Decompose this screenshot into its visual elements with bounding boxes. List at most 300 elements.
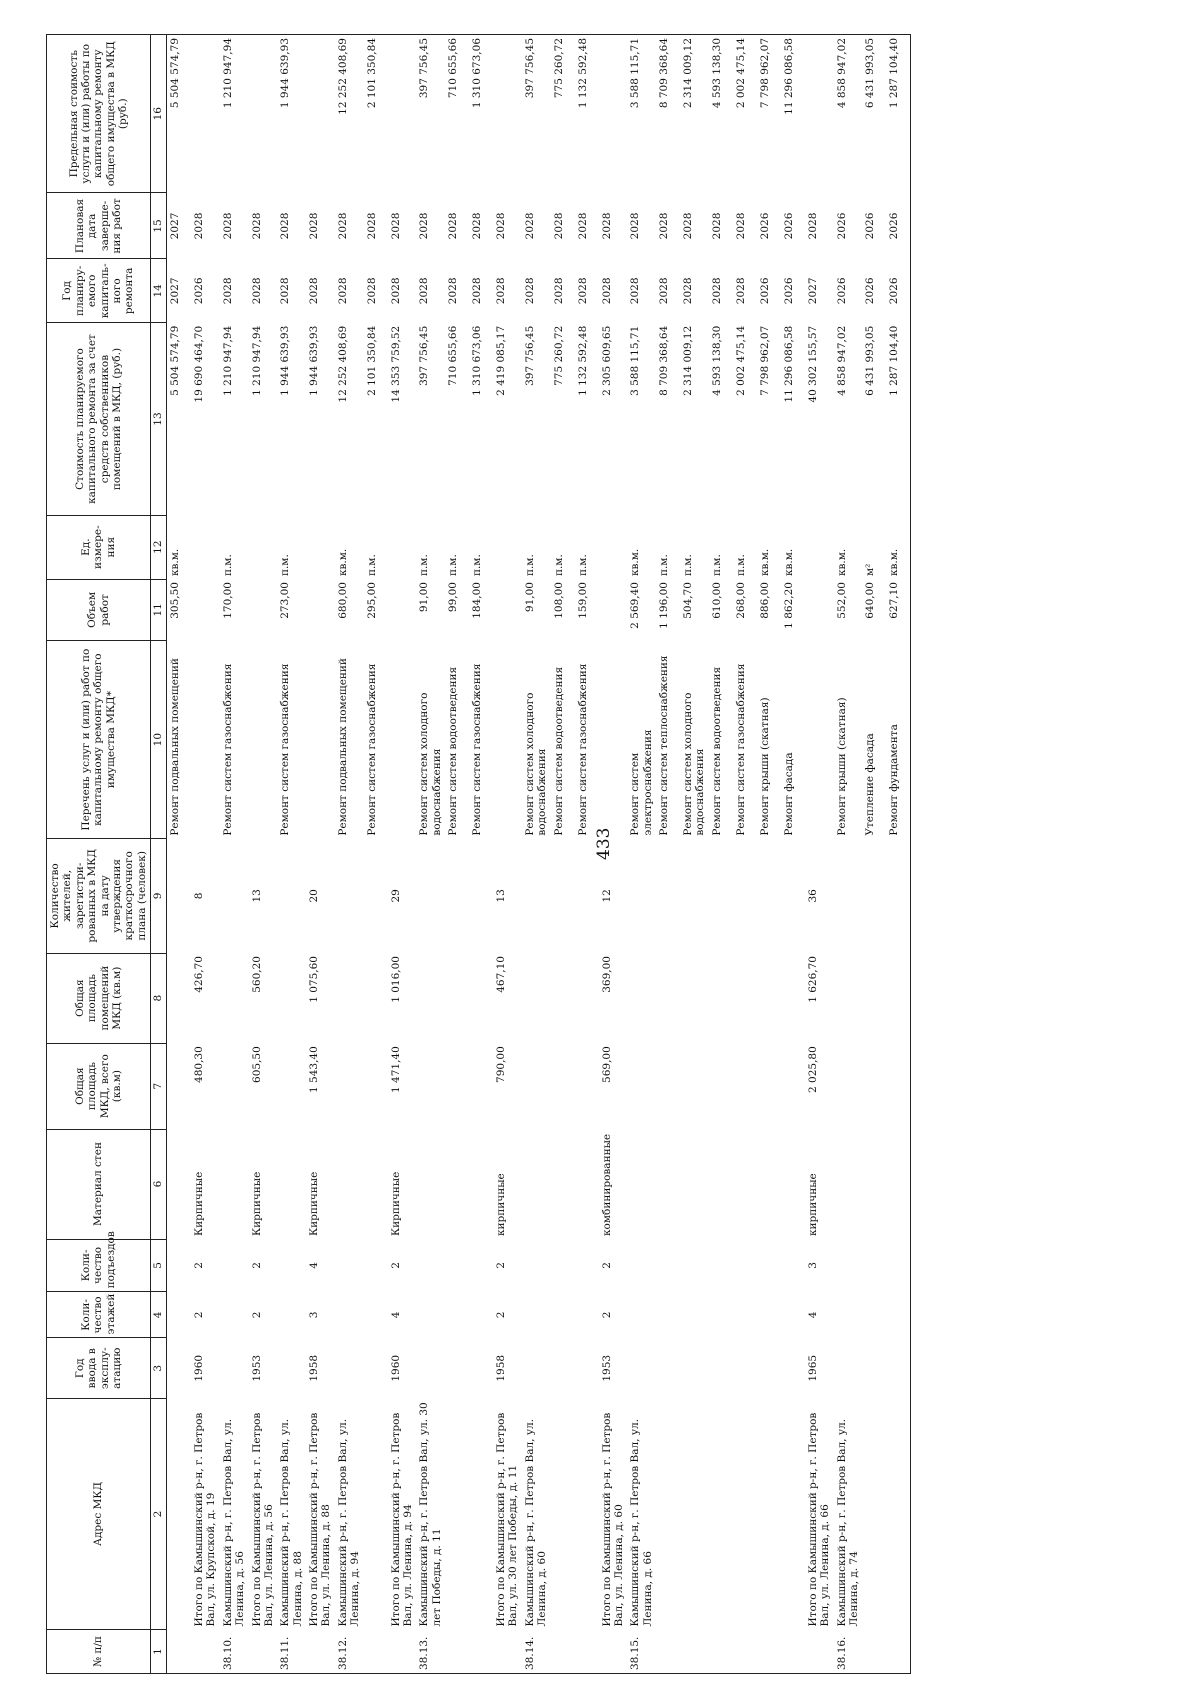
work-type-cell (493, 641, 522, 839)
header-row (47, 35, 151, 1674)
row-number-cell (733, 1630, 757, 1674)
repair-year-cell: 2028 (523, 277, 536, 305)
table-row (469, 35, 493, 1674)
max-cost-cell: 12 252 408,69 (335, 35, 364, 193)
unit-cell: п.м. (734, 554, 747, 577)
header-cell: Количество жителей, зарегистри-рованных в МКД на дату утверждения краткосрочного плана (человек) (47, 839, 151, 953)
address-cell (781, 1399, 805, 1630)
max-cost-cell: 2 101 350,84 (364, 35, 388, 193)
table-row (493, 35, 522, 1674)
max-cost-cell (388, 35, 417, 193)
floors-cell: 2 (600, 1311, 613, 1319)
year-built-cell (709, 1338, 733, 1399)
floors-cell (167, 1292, 192, 1338)
work-volume-cell: 108,00 (552, 582, 565, 619)
max-cost-cell: 710 655,66 (445, 35, 469, 193)
planned-cost-cell: 1 210 947,94 (221, 325, 234, 396)
entrances-cell: 2 (250, 1262, 263, 1269)
total-area-cell: 2 025,80 (806, 1046, 819, 1093)
total-area-cell: 790,00 (495, 1046, 507, 1083)
max-cost-cell: 11 296 086,58 (781, 35, 805, 193)
table-row (680, 35, 709, 1674)
entrances-cell (834, 1239, 863, 1292)
unit-cell: п.м. (418, 554, 431, 577)
total-area-cell (886, 1043, 911, 1129)
entrances-cell: 2 (600, 1262, 613, 1269)
premises-area-cell: 1 626,70 (806, 956, 819, 1003)
wall-material-cell: Кирпичные (193, 1171, 205, 1237)
premises-area-cell (364, 953, 388, 1043)
column-number: 7 (151, 1043, 167, 1129)
planned-cost-cell: 2 314 009,12 (682, 325, 694, 396)
work-volume-cell: 99,00 (447, 582, 459, 613)
planned-cost-cell: 4 858 947,02 (835, 325, 848, 396)
year-built-cell: 1958 (308, 1354, 320, 1382)
floors-cell: 4 (389, 1311, 402, 1319)
wall-material-cell (733, 1129, 757, 1239)
work-volume-cell: 640,00 (864, 582, 877, 619)
premises-area-cell (167, 953, 192, 1043)
column-number: 3 (151, 1338, 167, 1399)
work-type-cell: Ремонт систем газоснабжения (365, 663, 378, 836)
column-number: 2 (151, 1399, 167, 1630)
completion-year-cell: 2028 (418, 212, 431, 240)
table-row (575, 35, 599, 1674)
table-row (599, 35, 628, 1674)
max-cost-cell: 4 593 138,30 (709, 35, 733, 193)
completion-year-cell: 2028 (629, 212, 642, 240)
total-area-cell (416, 1043, 445, 1129)
work-volume-cell: 552,00 (835, 582, 848, 619)
work-type-cell: Ремонт систем водоотведения (552, 666, 565, 836)
address-cell: Камышинский р-н, г. Петров Вал, ул. 30 лет Победы, д. 11 (418, 1402, 443, 1627)
entrances-cell (757, 1239, 781, 1292)
residents-cell (733, 839, 757, 953)
premises-area-cell: 560,20 (250, 956, 263, 993)
table-row (364, 35, 388, 1674)
table-row (733, 35, 757, 1674)
year-built-cell (416, 1338, 445, 1399)
unit-cell: п.м. (658, 554, 670, 577)
completion-year-cell: 2028 (336, 212, 349, 240)
wall-material-cell (680, 1129, 709, 1239)
entrances-cell (680, 1239, 709, 1292)
floors-cell: 2 (250, 1311, 263, 1319)
planned-cost-cell: 11 296 086,58 (782, 325, 795, 403)
completion-year-cell: 2028 (495, 212, 507, 240)
year-built-cell (445, 1338, 469, 1399)
wall-material-cell: Кирпичные (389, 1171, 402, 1237)
entrances-cell (220, 1239, 249, 1292)
unit-cell (493, 515, 522, 579)
work-volume-cell: 627,10 (886, 579, 911, 641)
address-cell: Итого по Камышинский р-н, г. Петров Вал, ул. Ленина, д. 94 (389, 1412, 414, 1627)
wall-material-cell (575, 1129, 599, 1239)
column-number: 5 (151, 1239, 167, 1292)
entrances-cell (886, 1239, 911, 1292)
unit-cell: п.м. (576, 554, 589, 577)
completion-year-cell: 2028 (193, 212, 205, 240)
repair-year-cell: 2028 (682, 277, 694, 305)
entrances-cell (627, 1239, 656, 1292)
total-area-cell (167, 1043, 192, 1129)
table-row (862, 35, 886, 1674)
wall-material-cell (335, 1129, 364, 1239)
repair-year-cell: 2028 (279, 277, 292, 305)
table-row (886, 35, 911, 1674)
max-cost-cell (191, 35, 220, 193)
column-number: 6 (151, 1129, 167, 1239)
floors-cell (656, 1292, 680, 1338)
row-number-cell (781, 1630, 805, 1674)
unit-cell (306, 515, 335, 579)
entrances-cell (445, 1239, 469, 1292)
repair-year-cell: 2028 (576, 277, 589, 305)
header-cell: Стоимость планируемого капитального ремонта за счет средств собственников помещений в МКД, (руб.) (47, 323, 151, 516)
row-number-cell (886, 1630, 911, 1674)
planned-cost-cell: 1 210 947,94 (250, 325, 263, 396)
work-volume-cell: 91,00 (523, 582, 536, 613)
premises-area-cell: 1 075,60 (308, 956, 320, 1003)
repair-year-cell: 2028 (471, 277, 483, 305)
table-row (781, 35, 805, 1674)
repair-year-cell: 2026 (835, 277, 848, 305)
max-cost-cell: 1 310 673,06 (469, 35, 493, 193)
year-built-cell (862, 1338, 886, 1399)
residents-cell (757, 839, 781, 953)
completion-year-cell: 2028 (447, 212, 459, 240)
address-cell: Камышинский р-н, г. Петров Вал, ул. Ленина, д. 66 (629, 1418, 654, 1627)
unit-cell (249, 515, 278, 579)
floors-cell (680, 1292, 709, 1338)
row-number-cell (388, 1630, 417, 1674)
address-cell (680, 1399, 709, 1630)
residents-cell (551, 839, 575, 953)
floors-cell: 4 (806, 1311, 819, 1319)
wall-material-cell (627, 1129, 656, 1239)
work-type-cell: Ремонт фундамента (886, 641, 911, 839)
column-number: 16 (151, 35, 167, 193)
residents-cell (781, 839, 805, 953)
completion-year-cell: 2028 (552, 212, 565, 240)
work-volume-cell: 610,00 (710, 582, 723, 619)
table-row (551, 35, 575, 1674)
row-number-cell (469, 1630, 493, 1674)
wall-material-cell (277, 1129, 306, 1239)
max-cost-cell: 2 314 009,12 (680, 35, 709, 193)
entrances-cell: 3 (806, 1262, 819, 1269)
premises-area-cell (575, 953, 599, 1043)
planned-cost-cell: 8 709 368,64 (658, 325, 670, 396)
repair-year-cell: 2026 (782, 277, 795, 305)
address-cell: Камышинский р-н, г. Петров Вал, ул. Ленина, д. 88 (279, 1418, 304, 1627)
work-volume-cell (599, 579, 628, 641)
completion-year-cell: 2027 (169, 212, 181, 240)
entrances-cell (416, 1239, 445, 1292)
max-cost-cell: 1 287 104,40 (886, 35, 911, 193)
address-cell: Камышинский р-н, г. Петров Вал, ул. Ленина, д. 56 (221, 1418, 247, 1627)
completion-year-cell: 2028 (365, 212, 378, 240)
address-cell: Итого по Камышинский р-н, г. Петров Вал, ул. Ленина, д. 56 (250, 1412, 275, 1627)
header-cell: Адрес МКД (47, 1399, 151, 1630)
residents-cell (522, 839, 551, 953)
completion-year-cell: 2028 (658, 212, 670, 240)
premises-area-cell (335, 953, 364, 1043)
floors-cell (886, 1292, 911, 1338)
unit-cell: п.м. (447, 554, 459, 577)
max-cost-cell: 4 858 947,02 (834, 35, 863, 193)
address-cell (445, 1399, 469, 1630)
floors-cell (445, 1292, 469, 1338)
max-cost-cell: 7 798 962,07 (757, 35, 781, 193)
entrances-cell: 2 (389, 1262, 402, 1269)
total-area-cell (680, 1043, 709, 1129)
max-cost-cell: 3 588 115,71 (627, 35, 656, 193)
work-type-cell: Ремонт подвальных помещений (169, 658, 181, 836)
work-type-cell: Ремонт систем газоснабжения (221, 663, 234, 836)
header-cell: Ед. измере-ния (47, 515, 151, 579)
repair-year-cell: 2028 (308, 277, 320, 305)
work-volume-cell (249, 579, 278, 641)
table-row (709, 35, 733, 1674)
premises-area-cell (445, 953, 469, 1043)
address-cell: Итого по Камышинский р-н, г. Петров Вал, ул. Ленина, д. 88 (308, 1412, 333, 1627)
row-number-cell: 38.16. (834, 1630, 863, 1674)
address-cell (886, 1399, 911, 1630)
residents-cell (335, 839, 364, 953)
work-volume-cell: 295,00 (365, 582, 378, 619)
total-area-cell (757, 1043, 781, 1129)
floors-cell (709, 1292, 733, 1338)
premises-area-cell (834, 953, 863, 1043)
max-cost-cell (493, 35, 522, 193)
unit-cell: кв.м. (169, 548, 181, 577)
floors-cell: 3 (308, 1311, 320, 1319)
planned-cost-cell: 1 132 592,48 (576, 325, 589, 396)
year-built-cell (656, 1338, 680, 1399)
unit-cell: п.м. (279, 554, 292, 577)
total-area-cell (575, 1043, 599, 1129)
total-area-cell (277, 1043, 306, 1129)
entrances-cell (551, 1239, 575, 1292)
entrances-cell (862, 1239, 886, 1292)
entrances-cell (781, 1239, 805, 1292)
planned-cost-cell: 1 944 639,93 (308, 325, 320, 396)
residents-cell (364, 839, 388, 953)
planned-cost-cell: 1 287 104,40 (886, 323, 911, 516)
table-row (220, 35, 249, 1674)
planned-cost-cell: 14 353 759,52 (389, 325, 402, 403)
planned-cost-cell: 710 655,66 (447, 325, 459, 386)
work-volume-cell (191, 579, 220, 641)
work-type-cell: Ремонт крыши (скатная) (758, 697, 771, 836)
unit-cell: п.м. (523, 554, 536, 577)
unit-cell: п.м. (365, 554, 378, 577)
year-built-cell: 1958 (495, 1354, 507, 1382)
header-cell: Общая площадь МКД, всего (кв.м) (47, 1043, 151, 1129)
table-row (656, 35, 680, 1674)
planned-cost-cell: 2 305 609,65 (600, 325, 613, 396)
year-built-cell: 1960 (193, 1354, 205, 1382)
table-row (277, 35, 306, 1674)
total-area-cell (834, 1043, 863, 1129)
row-number-cell (709, 1630, 733, 1674)
unit-cell: кв.м. (835, 548, 848, 577)
work-volume-cell (493, 579, 522, 641)
wall-material-cell: Кирпичные (308, 1171, 320, 1237)
planned-cost-cell: 5 504 574,79 (169, 325, 181, 396)
planned-cost-cell: 7 798 962,07 (758, 325, 771, 396)
total-area-cell: 569,00 (600, 1046, 613, 1083)
address-cell (167, 1399, 192, 1630)
entrances-cell (575, 1239, 599, 1292)
year-built-cell (680, 1338, 709, 1399)
work-type-cell (388, 641, 417, 839)
work-volume-cell: 170,00 (221, 582, 234, 619)
address-cell (575, 1399, 599, 1630)
table-row (522, 35, 551, 1674)
residents-cell (277, 839, 306, 953)
max-cost-cell: 397 756,45 (522, 35, 551, 193)
total-area-cell (709, 1043, 733, 1129)
repair-year-cell: 2028 (734, 277, 747, 305)
year-built-cell (277, 1338, 306, 1399)
work-volume-cell: 2 569,40 (629, 582, 642, 629)
table-row (416, 35, 445, 1674)
year-built-cell (733, 1338, 757, 1399)
table-row (627, 35, 656, 1674)
repair-year-cell: 2026 (758, 277, 771, 305)
premises-area-cell (627, 953, 656, 1043)
total-area-cell (733, 1043, 757, 1129)
floors-cell (757, 1292, 781, 1338)
column-number: 1 (151, 1630, 167, 1674)
residents-cell (220, 839, 249, 953)
planned-cost-cell: 3 588 115,71 (629, 325, 642, 396)
completion-year-cell: 2028 (221, 212, 234, 240)
entrances-cell (656, 1239, 680, 1292)
premises-area-cell (680, 953, 709, 1043)
work-volume-cell: 1 862,20 (782, 582, 795, 629)
row-number-cell (364, 1630, 388, 1674)
residents-cell (834, 839, 863, 953)
address-cell: Камышинский р-н, г. Петров Вал, ул. Ленина, д. 74 (835, 1418, 860, 1627)
year-built-cell: 1953 (600, 1354, 613, 1382)
premises-area-cell (656, 953, 680, 1043)
row-number-cell (656, 1630, 680, 1674)
max-cost-cell: 8 709 368,64 (656, 35, 680, 193)
table-row (805, 35, 834, 1674)
completion-year-cell: 2026 (835, 212, 848, 240)
table-row (306, 35, 335, 1674)
wall-material-cell: кирпичные (495, 1173, 507, 1237)
planned-cost-cell: 1 310 673,06 (471, 325, 483, 396)
wall-material-cell (445, 1129, 469, 1239)
premises-area-cell (733, 953, 757, 1043)
max-cost-cell: 2 002 475,14 (733, 35, 757, 193)
premises-area-cell: 467,10 (495, 956, 507, 993)
address-cell (469, 1399, 493, 1630)
completion-year-cell: 2028 (523, 212, 536, 240)
floors-cell (551, 1292, 575, 1338)
repair-year-cell: 2028 (221, 277, 234, 305)
wall-material-cell (834, 1129, 863, 1239)
column-number-row (151, 35, 167, 1674)
header-cell: Перечень услуг и (или) работ по капитальному ремонту общего имущества МКД* (47, 641, 151, 839)
row-number-cell (805, 1630, 834, 1674)
entrances-cell (167, 1239, 192, 1292)
work-type-cell: Ремонт систем водоотведения (710, 666, 723, 836)
premises-area-cell (416, 953, 445, 1043)
repair-year-cell: 2026 (193, 277, 205, 305)
work-volume-cell: 305,50 (169, 582, 181, 619)
completion-year-cell: 2026 (864, 212, 877, 240)
row-number-cell (306, 1630, 335, 1674)
row-number-cell (757, 1630, 781, 1674)
row-number-cell: 38.14. (522, 1630, 551, 1674)
work-volume-cell: 1 196,00 (658, 582, 670, 629)
work-type-cell: Ремонт систем холодного водоснабжения (682, 692, 707, 836)
wall-material-cell (364, 1129, 388, 1239)
work-volume-cell: 268,00 (734, 582, 747, 619)
table-row (191, 35, 220, 1674)
total-area-cell: 480,30 (193, 1046, 205, 1083)
row-number-cell (575, 1630, 599, 1674)
work-type-cell (249, 641, 278, 839)
residents-cell: 12 (600, 889, 613, 903)
work-type-cell: Ремонт систем холодного водоснабжения (418, 692, 443, 836)
unit-cell: п.м. (221, 554, 234, 577)
wall-material-cell: Кирпичные (250, 1171, 263, 1237)
address-cell: Итого по Камышинский р-н, г. Петров Вал, ул. 30 лет Победы, д. 11 (495, 1412, 520, 1627)
year-built-cell (834, 1338, 863, 1399)
floors-cell (834, 1292, 863, 1338)
wall-material-cell: комбинированные (600, 1133, 613, 1237)
floors-cell (277, 1292, 306, 1338)
total-area-cell: 1 543,40 (308, 1046, 320, 1093)
max-cost-cell (599, 35, 628, 193)
floors-cell (469, 1292, 493, 1338)
wall-material-cell (709, 1129, 733, 1239)
max-cost-cell: 775 260,72 (551, 35, 575, 193)
completion-year-cell: 2028 (250, 212, 263, 240)
year-built-cell (522, 1338, 551, 1399)
unit-cell (805, 515, 834, 579)
repair-year-cell: 2027 (806, 277, 819, 305)
premises-area-cell (551, 953, 575, 1043)
row-number-cell: 38.10. (220, 1630, 249, 1674)
year-built-cell (551, 1338, 575, 1399)
total-area-cell: 605,50 (250, 1046, 263, 1083)
work-type-cell: Ремонт крыши (скатная) (835, 697, 848, 836)
max-cost-cell (249, 35, 278, 193)
planned-cost-cell: 6 431 993,05 (864, 325, 877, 396)
header-cell: Материал стен (47, 1129, 151, 1239)
floors-cell (364, 1292, 388, 1338)
work-volume-cell: 91,00 (418, 582, 431, 613)
page-number: 433 (594, 827, 614, 860)
row-number-cell: 38.12. (335, 1630, 364, 1674)
repair-year-cell: 2028 (629, 277, 642, 305)
residents-cell (445, 839, 469, 953)
floors-cell (733, 1292, 757, 1338)
unit-cell: м² (864, 563, 877, 577)
address-cell (757, 1399, 781, 1630)
completion-year-cell: 2026 (782, 212, 795, 240)
total-area-cell (469, 1043, 493, 1129)
row-number-cell (551, 1630, 575, 1674)
floors-cell (522, 1292, 551, 1338)
